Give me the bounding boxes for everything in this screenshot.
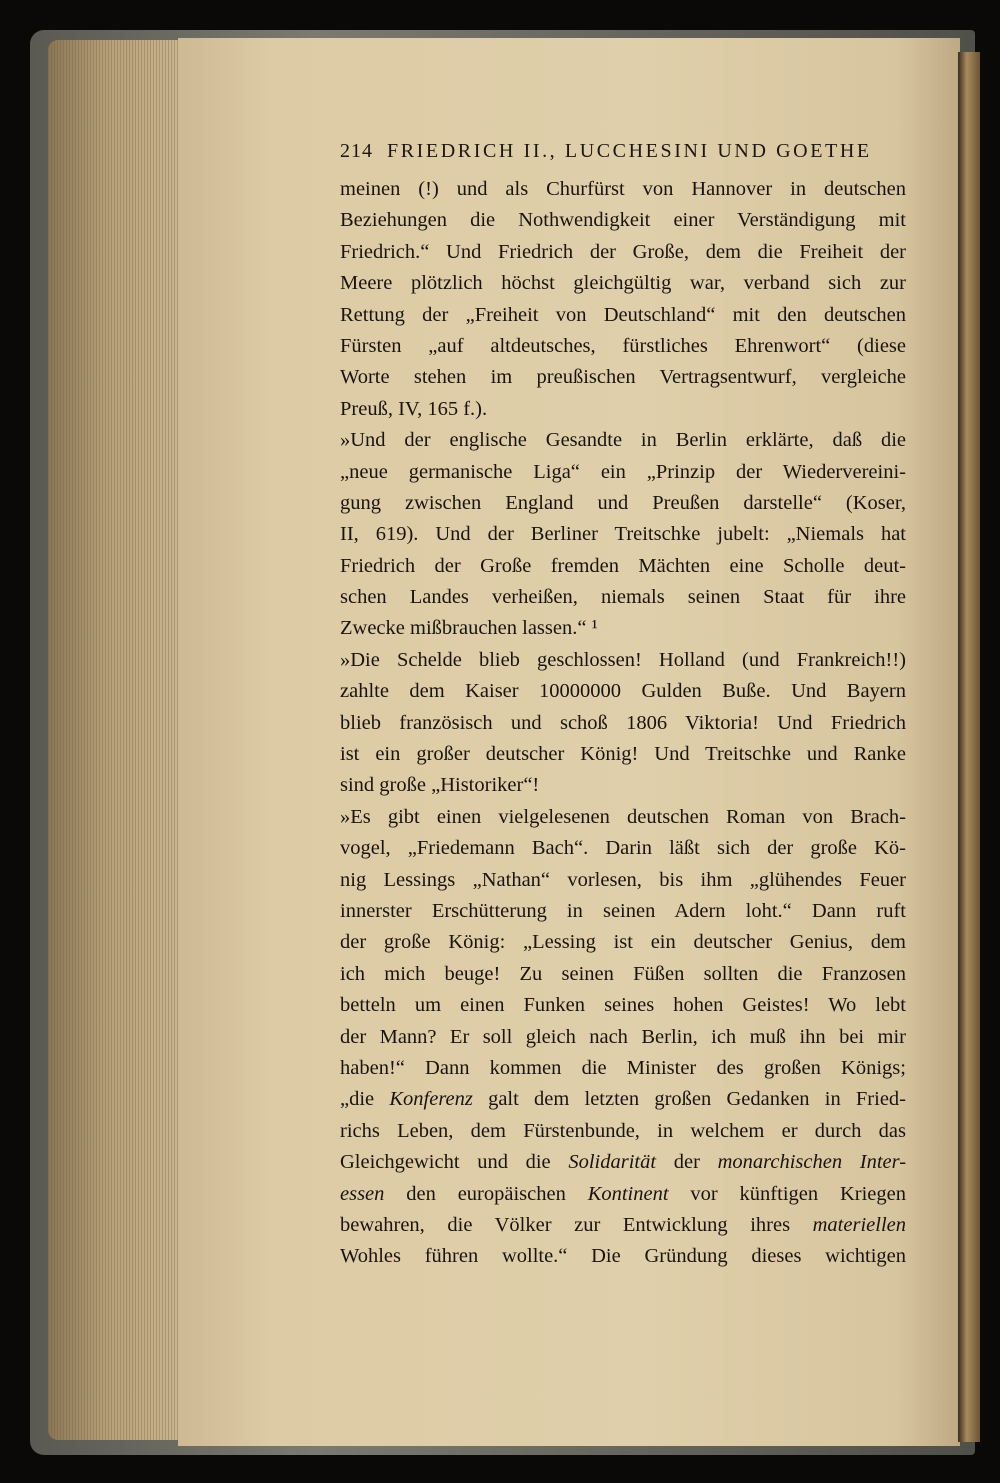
page-stack-edges [48,40,178,1440]
text-run: vor künftigen Kriegen [690,1182,906,1205]
text-line: blieb französisch und schoß 1806 Viktoria! Und Friedrich [340,711,906,734]
text-line: Fürsten „auf altdeutsches, fürstliches Ehrenwort“ (diese [340,334,906,357]
text-run: den europäischen [406,1182,566,1205]
text-line: Beziehungen die Nothwendigkeit einer Verständigung mit [340,209,906,232]
italic-run: Kontinent [587,1182,669,1205]
text-line: Zwecke mißbrauchen lassen.“ ¹ [340,617,598,640]
running-title: FRIEDRICH II., LUCCHESINI UND GOETHE [387,140,872,162]
text-line: der große König: „Lessing ist ein deutscher Genius, dem [340,931,906,954]
text-line: sind große „Historiker“! [340,774,540,797]
text-line: »Und der englische Gesandte in Berlin erklärte, daß die [340,429,906,452]
facing-page-edge [958,52,980,1442]
text-line: Friedrich der Große fremden Mächten eine Scholle deut- [340,554,906,577]
text-line [340,1084,906,1115]
text-line: der Mann? Er soll gleich nach Berlin, ich muß ihn bei mir [340,1025,906,1048]
text-line: nig Lessings „Nathan“ vorlesen, bis ihm „glühendes Feuer [340,868,906,891]
text-line: »Die Schelde blieb geschlossen! Holland (und Frankreich!!) [340,648,906,671]
running-header [340,140,920,176]
text-line [340,1210,906,1241]
italic-run: essen [340,1182,385,1205]
text-line: schen Landes verheißen, niemals seinen Staat für ihre [340,586,906,609]
text-line: ist ein großer deutscher König! Und Treitschke und Ranke [340,743,906,766]
page-number: 214 [340,140,373,162]
text-line [340,1147,906,1178]
text-line: meinen (!) und als Churfürst von Hannover in deutschen [340,178,906,200]
text-run: galt dem letzten großen Gedanken in Fried- [488,1088,907,1111]
italic-run: materiellen [812,1213,906,1236]
text-line: „neue germanische Liga“ ein „Prinzip der Wiedervereini- [340,460,906,483]
text-line: Rettung der „Freiheit von Deutschland“ mit den deutschen [340,303,906,326]
body-text [340,174,906,1273]
text-line: Meere plötzlich höchst gleichgültig war, verband sich zur [340,272,906,295]
text-line: vogel, „Friedemann Bach“. Darin läßt sich der große Kö- [340,837,906,860]
text-line: gung zwischen England und Preußen darstelle“ (Koser, [340,491,906,514]
text-run: „die [340,1088,375,1111]
text-line: »Es gibt einen vielgelesenen deutschen Roman von Brach- [340,805,906,828]
italic-run: Konferenz [389,1088,473,1111]
italic-run: Solidarität [568,1151,657,1174]
text-line: II, 619). Und der Berliner Treitschke jubelt: „Niemals hat [340,523,906,546]
italic-run: monarchischen Inter- [717,1151,907,1174]
text-run: bewahren, die Völker zur Entwicklung ihres [340,1213,791,1236]
text-line: Preuß, IV, 165 f.). [340,397,488,420]
text-line: haben!“ Dann kommen die Minister des großen Königs; [340,1056,906,1079]
text-line: innerster Erschütterung in seinen Adern loht.“ Dann ruft [340,899,906,922]
text-run: Gleichgewicht und die [340,1151,551,1174]
text-line: ich mich beuge! Zu seinen Füßen sollten die Franzosen [340,962,906,985]
text-line: zahlte dem Kaiser 10000000 Gulden Buße. Und Bayern [340,680,906,703]
text-run: der [673,1151,700,1174]
text-line: richs Leben, dem Fürstenbunde, in welchem er durch das [340,1119,906,1142]
text-line: Friedrich.“ Und Friedrich der Große, dem die Freiheit der [340,240,906,263]
text-line: Worte stehen im preußischen Vertragsentwurf, vergleiche [340,366,906,389]
text-line [340,1179,906,1210]
text-line: Wohles führen wollte.“ Die Gründung dieses wichtigen [340,1245,906,1268]
text-line: betteln um einen Funken seines hohen Geistes! Wo lebt [340,994,906,1017]
